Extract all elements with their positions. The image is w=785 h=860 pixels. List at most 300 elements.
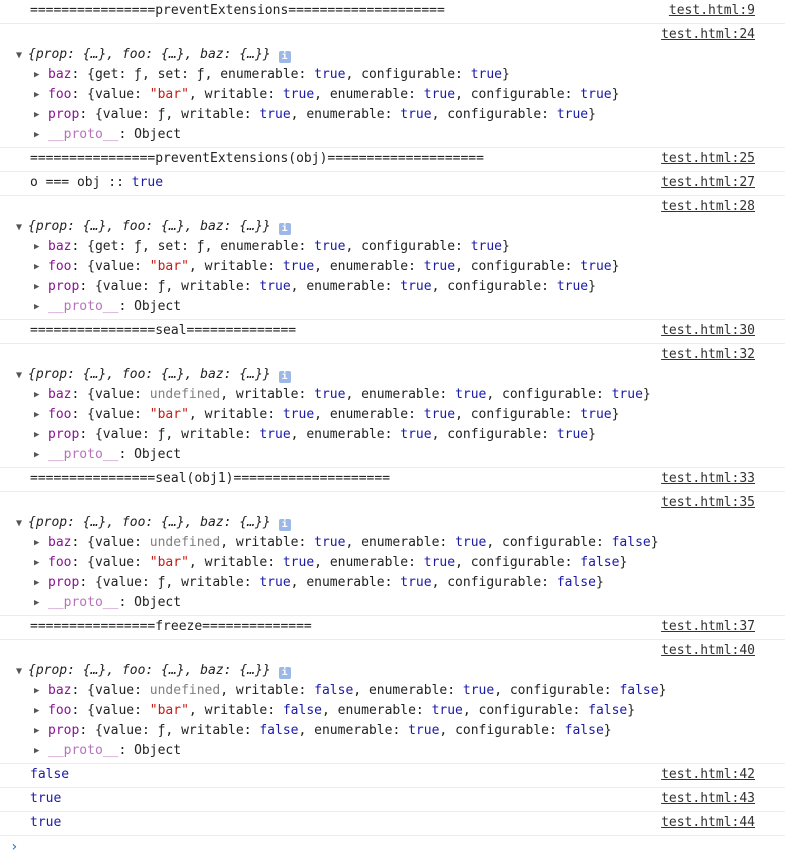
- token: :: [71, 67, 88, 82]
- property-row[interactable]: [30, 425, 785, 445]
- token: true: [259, 107, 291, 122]
- source-line: [0, 345, 785, 365]
- token: ,: [439, 723, 456, 738]
- console-message: [0, 0, 785, 24]
- token: get: [94, 67, 119, 82]
- token: ,: [220, 683, 236, 698]
- property-key: foo: [48, 87, 72, 102]
- token: writable: [204, 703, 268, 718]
- token: ,: [165, 723, 182, 738]
- source-link[interactable]: test.html:33: [661, 471, 755, 486]
- source-link[interactable]: test.html:35: [661, 495, 755, 510]
- token: :: [118, 239, 135, 254]
- token: :: [118, 67, 135, 82]
- token: configurable: [502, 535, 596, 550]
- console-message: [0, 468, 785, 492]
- token: set: [157, 67, 182, 82]
- object-summary[interactable]: [16, 661, 785, 681]
- token: false: [314, 683, 354, 698]
- token: value: [102, 575, 142, 590]
- token: value: [102, 427, 142, 442]
- token: true: [455, 387, 487, 402]
- token: :: [595, 387, 612, 402]
- token: ƒ: [157, 723, 166, 738]
- token: ,: [290, 575, 307, 590]
- token: writable: [204, 555, 268, 570]
- message-content: ================seal==============: [30, 323, 297, 338]
- message-line: [0, 765, 785, 785]
- message-value: true: [131, 175, 164, 190]
- property-key: baz: [48, 67, 72, 82]
- expand-triangle-icon[interactable]: ▶: [34, 390, 40, 400]
- expand-triangle-icon[interactable]: ▶: [34, 302, 40, 312]
- expand-triangle-icon[interactable]: ▶: [34, 262, 40, 272]
- token: ,: [314, 259, 330, 274]
- token: enumerable: [329, 407, 409, 422]
- token: value: [102, 723, 142, 738]
- collapse-triangle-icon[interactable]: ▼: [16, 666, 23, 677]
- property-row[interactable]: [30, 277, 785, 297]
- token: ,: [165, 279, 182, 294]
- token: :: [595, 535, 612, 550]
- token: false: [282, 703, 322, 718]
- token: true: [400, 107, 432, 122]
- token: configurable: [470, 259, 565, 274]
- expand-triangle-icon[interactable]: ▶: [34, 598, 40, 608]
- property-key: prop: [48, 279, 80, 294]
- message-line: [0, 149, 785, 169]
- expand-triangle-icon[interactable]: ▶: [34, 90, 40, 100]
- token: :: [439, 387, 456, 402]
- console-message: [0, 788, 785, 812]
- token: :: [141, 723, 158, 738]
- token: :: [243, 575, 260, 590]
- token: }: [627, 703, 636, 718]
- object-summary[interactable]: [16, 45, 785, 65]
- source-link[interactable]: test.html:37: [661, 619, 755, 634]
- token: ƒ: [157, 279, 166, 294]
- property-row[interactable]: [30, 65, 785, 85]
- property-key: baz: [48, 535, 72, 550]
- proto-row[interactable]: [30, 125, 785, 145]
- token: Object: [134, 447, 182, 462]
- object-summary[interactable]: [16, 513, 785, 533]
- proto-row[interactable]: [30, 445, 785, 465]
- expand-triangle-icon[interactable]: ▶: [34, 706, 40, 716]
- message-text: [30, 813, 653, 833]
- property-row[interactable]: [30, 85, 785, 105]
- token: Object: [134, 299, 182, 314]
- token: enumerable: [306, 279, 385, 294]
- token: configurable: [361, 67, 456, 82]
- property-row[interactable]: [30, 553, 785, 573]
- property-key: baz: [48, 387, 72, 402]
- token: {: [94, 279, 103, 294]
- token: :: [267, 259, 283, 274]
- source-link[interactable]: test.html:25: [661, 151, 755, 166]
- token: :: [141, 427, 158, 442]
- expand-triangle-icon[interactable]: ▶: [34, 70, 40, 80]
- token: :: [408, 87, 424, 102]
- property-key: prop: [48, 427, 80, 442]
- console-message: [0, 616, 785, 640]
- token: false: [611, 535, 651, 550]
- token: :: [298, 239, 315, 254]
- token: :: [408, 555, 424, 570]
- console-message: [0, 812, 785, 836]
- token: }: [650, 535, 659, 550]
- token: ,: [455, 407, 471, 422]
- message-content: true: [30, 791, 62, 806]
- token: set: [157, 239, 182, 254]
- object-summary[interactable]: [16, 217, 785, 237]
- token: :: [79, 107, 95, 122]
- token: ,: [353, 683, 369, 698]
- message-line: [0, 1, 785, 21]
- token: ƒ: [134, 239, 142, 254]
- token: true: [423, 555, 456, 570]
- token: {: [94, 107, 103, 122]
- token: ,: [188, 87, 205, 102]
- token: ,: [431, 279, 448, 294]
- token: enumerable: [368, 683, 448, 698]
- expand-triangle-icon[interactable]: ▶: [34, 130, 40, 140]
- object-preview: {prop: {…}, foo: {…}, baz: {…}}: [28, 367, 271, 382]
- token: writable: [235, 683, 299, 698]
- token: ,: [188, 555, 205, 570]
- token: :: [134, 407, 150, 422]
- token: "bar": [149, 87, 189, 102]
- token: ,: [431, 575, 448, 590]
- token: :: [298, 67, 315, 82]
- property-row[interactable]: [30, 237, 785, 257]
- token: :: [408, 259, 424, 274]
- token: ,: [220, 535, 236, 550]
- token: enumerable: [220, 239, 299, 254]
- token: true: [259, 279, 291, 294]
- property-key: foo: [48, 703, 72, 718]
- token: configurable: [447, 107, 542, 122]
- token: ƒ: [196, 67, 205, 82]
- token: :: [243, 107, 260, 122]
- token: ,: [314, 87, 330, 102]
- token: value: [102, 107, 142, 122]
- token: ,: [220, 387, 236, 402]
- token: true: [423, 407, 456, 422]
- object-tree: [0, 365, 785, 465]
- token: configurable: [447, 279, 542, 294]
- token: ,: [188, 407, 205, 422]
- token: :: [564, 87, 581, 102]
- message-content: true: [30, 815, 62, 830]
- expand-triangle-icon[interactable]: ▶: [34, 110, 40, 120]
- token: :: [541, 427, 557, 442]
- console-prompt-icon[interactable]: ›: [10, 839, 19, 855]
- token: enumerable: [361, 535, 440, 550]
- token: :: [243, 279, 260, 294]
- proto-key: __proto__: [48, 127, 119, 142]
- object-preview: {prop: {…}, foo: {…}, baz: {…}}: [28, 219, 271, 234]
- info-icon[interactable]: i: [279, 51, 291, 63]
- token: configurable: [455, 723, 549, 738]
- property-key: prop: [48, 575, 80, 590]
- message-content: false: [30, 767, 70, 782]
- token: true: [580, 87, 612, 102]
- token: writable: [181, 575, 244, 590]
- token: }: [502, 239, 510, 254]
- token: configurable: [361, 239, 456, 254]
- property-key: prop: [48, 107, 80, 122]
- info-icon[interactable]: i: [279, 223, 291, 235]
- token: get: [94, 239, 119, 254]
- object-preview: {prop: {…}, foo: {…}, baz: {…}}: [28, 663, 271, 678]
- message-text: [30, 617, 653, 637]
- collapse-triangle-icon[interactable]: ▼: [16, 222, 23, 233]
- expand-triangle-icon[interactable]: ▶: [34, 242, 40, 252]
- token: "bar": [149, 259, 189, 274]
- token: :: [118, 743, 135, 758]
- source-link[interactable]: test.html:32: [661, 347, 755, 362]
- token: true: [423, 259, 456, 274]
- collapse-triangle-icon[interactable]: ▼: [16, 50, 23, 61]
- token: }: [588, 279, 596, 294]
- object-tree: [0, 513, 785, 613]
- source-link[interactable]: test.html:43: [661, 791, 755, 806]
- token: :: [134, 683, 150, 698]
- message-text: [30, 469, 653, 489]
- token: :: [298, 535, 315, 550]
- token: :: [134, 535, 150, 550]
- token: :: [447, 683, 463, 698]
- token: :: [118, 595, 135, 610]
- token: }: [611, 259, 620, 274]
- message-content: ================seal(obj1)====================: [30, 471, 391, 486]
- token: true: [556, 107, 589, 122]
- token: :: [384, 107, 401, 122]
- token: :: [71, 387, 88, 402]
- expand-triangle-icon[interactable]: ▶: [34, 538, 40, 548]
- token: writable: [235, 535, 299, 550]
- property-row[interactable]: [30, 701, 785, 721]
- source-link[interactable]: test.html:42: [661, 767, 755, 782]
- expand-triangle-icon[interactable]: ▶: [34, 450, 40, 460]
- token: {: [87, 407, 95, 422]
- token: enumerable: [329, 555, 409, 570]
- token: ,: [314, 407, 330, 422]
- token: true: [556, 279, 589, 294]
- expand-triangle-icon[interactable]: ▶: [34, 686, 40, 696]
- token: :: [134, 87, 150, 102]
- token: :: [71, 703, 88, 718]
- console-message: [0, 172, 785, 196]
- console-message: [0, 148, 785, 172]
- token: undefined: [149, 535, 221, 550]
- token: }: [619, 555, 628, 570]
- proto-key: __proto__: [48, 299, 119, 314]
- collapse-triangle-icon[interactable]: ▼: [16, 370, 23, 381]
- token: "bar": [149, 703, 189, 718]
- proto-row[interactable]: [30, 297, 785, 317]
- info-icon[interactable]: i: [279, 519, 291, 531]
- message-content: ================preventExtensions====================: [30, 3, 445, 18]
- token: :: [71, 683, 88, 698]
- token: ,: [188, 259, 205, 274]
- token: true: [282, 259, 315, 274]
- token: :: [141, 575, 158, 590]
- token: :: [71, 259, 88, 274]
- token: writable: [204, 259, 268, 274]
- token: Object: [134, 595, 182, 610]
- token: configurable: [470, 407, 565, 422]
- token: {: [94, 723, 103, 738]
- token: enumerable: [306, 427, 385, 442]
- token: :: [541, 279, 557, 294]
- object-summary[interactable]: [16, 365, 785, 385]
- source-link[interactable]: test.html:28: [661, 199, 755, 214]
- token: :: [267, 87, 283, 102]
- token: true: [611, 387, 643, 402]
- token: {: [87, 387, 95, 402]
- property-row[interactable]: [30, 681, 785, 701]
- property-row[interactable]: [30, 405, 785, 425]
- token: ,: [345, 387, 362, 402]
- object-tree: [0, 217, 785, 317]
- property-row[interactable]: [30, 385, 785, 405]
- token: :: [564, 555, 581, 570]
- token: ,: [345, 67, 362, 82]
- token: true: [455, 535, 487, 550]
- console-message: [0, 492, 785, 616]
- token: ,: [345, 535, 362, 550]
- token: true: [462, 683, 495, 698]
- token: configurable: [470, 555, 565, 570]
- token: :: [134, 259, 150, 274]
- info-icon[interactable]: i: [279, 371, 291, 383]
- source-link[interactable]: test.html:30: [661, 323, 755, 338]
- token: :: [79, 723, 95, 738]
- expand-triangle-icon[interactable]: ▶: [34, 746, 40, 756]
- token: ,: [165, 107, 182, 122]
- console-message: [0, 640, 785, 764]
- token: {: [87, 555, 95, 570]
- property-row[interactable]: [30, 257, 785, 277]
- source-link[interactable]: test.html:27: [661, 175, 755, 190]
- token: value: [94, 407, 135, 422]
- token: true: [423, 87, 456, 102]
- token: false: [556, 575, 596, 590]
- token: ,: [204, 239, 221, 254]
- token: ,: [165, 427, 182, 442]
- expand-triangle-icon[interactable]: ▶: [34, 430, 40, 440]
- token: :: [384, 575, 401, 590]
- token: }: [588, 107, 596, 122]
- property-row[interactable]: [30, 105, 785, 125]
- proto-row[interactable]: [30, 741, 785, 761]
- message-text: [30, 765, 653, 785]
- proto-key: __proto__: [48, 743, 119, 758]
- token: undefined: [149, 683, 221, 698]
- token: value: [94, 555, 135, 570]
- token: :: [564, 407, 581, 422]
- console-message: [0, 344, 785, 468]
- token: ,: [431, 107, 448, 122]
- token: true: [470, 67, 503, 82]
- token: writable: [204, 407, 268, 422]
- expand-triangle-icon[interactable]: ▶: [34, 726, 40, 736]
- token: ,: [290, 427, 307, 442]
- token: :: [455, 67, 471, 82]
- proto-key: __proto__: [48, 595, 119, 610]
- token: {: [94, 575, 103, 590]
- expand-triangle-icon[interactable]: ▶: [34, 410, 40, 420]
- expand-triangle-icon[interactable]: ▶: [34, 558, 40, 568]
- property-row[interactable]: [30, 573, 785, 593]
- token: false: [564, 723, 604, 738]
- token: }: [502, 67, 510, 82]
- message-text: [30, 173, 653, 193]
- expand-triangle-icon[interactable]: ▶: [34, 578, 40, 588]
- expand-triangle-icon[interactable]: ▶: [34, 282, 40, 292]
- token: writable: [204, 87, 268, 102]
- token: enumerable: [306, 107, 385, 122]
- token: value: [94, 259, 135, 274]
- collapse-triangle-icon[interactable]: ▼: [16, 518, 23, 529]
- message-text: [30, 1, 661, 21]
- proto-row[interactable]: [30, 593, 785, 613]
- token: value: [94, 703, 135, 718]
- token: :: [118, 299, 135, 314]
- token: {: [87, 67, 95, 82]
- token: :: [267, 555, 283, 570]
- token: ,: [141, 239, 158, 254]
- token: ,: [462, 703, 479, 718]
- token: false: [588, 703, 628, 718]
- token: writable: [181, 427, 244, 442]
- token: }: [611, 87, 620, 102]
- token: true: [259, 575, 291, 590]
- token: ,: [321, 703, 338, 718]
- token: enumerable: [220, 67, 299, 82]
- token: :: [564, 259, 581, 274]
- source-line: [0, 25, 785, 45]
- property-row[interactable]: [30, 721, 785, 741]
- source-link[interactable]: test.html:40: [661, 643, 755, 658]
- token: {: [87, 239, 95, 254]
- token: configurable: [447, 575, 542, 590]
- token: Object: [134, 743, 182, 758]
- info-icon[interactable]: i: [279, 667, 291, 679]
- token: :: [118, 447, 135, 462]
- token: true: [400, 575, 432, 590]
- property-row[interactable]: [30, 533, 785, 553]
- token: }: [642, 387, 651, 402]
- token: :: [79, 575, 95, 590]
- token: enumerable: [361, 387, 440, 402]
- token: true: [580, 407, 612, 422]
- source-link[interactable]: test.html:9: [668, 3, 755, 18]
- token: ,: [494, 683, 510, 698]
- token: {: [94, 427, 103, 442]
- source-line: [0, 641, 785, 661]
- token: ,: [290, 279, 307, 294]
- source-link[interactable]: test.html:44: [661, 815, 755, 830]
- token: }: [595, 575, 604, 590]
- property-key: prop: [48, 723, 80, 738]
- token: }: [658, 683, 667, 698]
- token: :: [384, 427, 401, 442]
- source-link[interactable]: test.html:24: [661, 27, 755, 42]
- console-message: [0, 764, 785, 788]
